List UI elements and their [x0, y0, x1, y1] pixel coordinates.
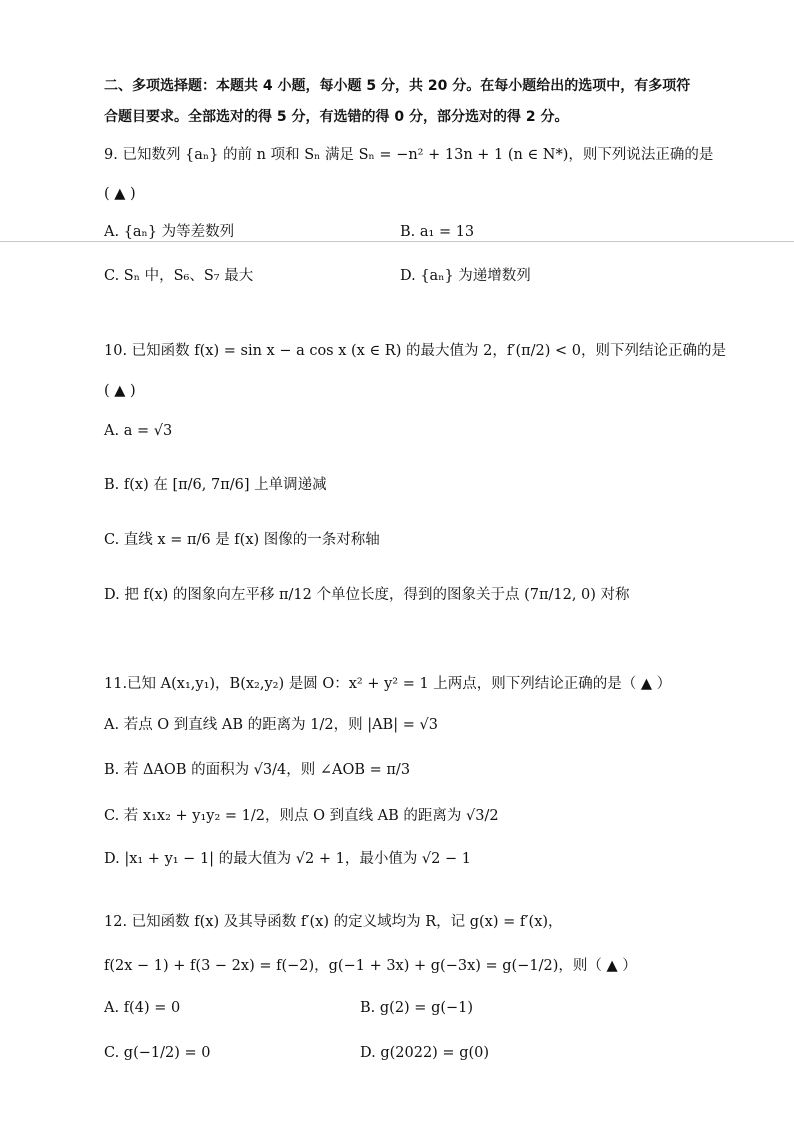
q10-option-b: B. f(x) 在 [π/6, 7π/6] 上单调递减 [104, 477, 327, 493]
q10-option-c: C. 直线 x = π/6 是 f(x) 图像的一条对称轴 [104, 532, 380, 548]
q11-option-c: C. 若 x₁x₂ + y₁y₂ = 1/2，则点 O 到直线 AB 的距离为 √3/2 [104, 808, 499, 824]
scan-divider-line [0, 241, 794, 242]
section-heading-line1: 二、多项选择题：本题共 4 小题，每小题 5 分，共 20 分。在每小题给出的选项中，有多项符 [104, 78, 691, 94]
q12-stem-line2: f(2x − 1) + f(3 − 2x) = f(−2)，g(−1 + 3x) + g(−3x) = g(−1/2)，则（ ▲ ） [104, 958, 637, 974]
q9-stem: 9. 已知数列 {aₙ} 的前 n 项和 Sₙ 满足 Sₙ = −n² + 13n + 1 (n ∈ N*)，则下列说法正确的是 [104, 147, 714, 163]
q12-option-a: A. f(4) = 0 [104, 1000, 181, 1016]
q12-stem-line1: 12. 已知函数 f(x) 及其导函数 f′(x) 的定义域均为 R，记 g(x) = f′(x)， [104, 914, 563, 930]
q9-answer-slot: ( ▲ ) [104, 186, 136, 202]
q10-option-a: A. a = √3 [104, 423, 173, 439]
q12-option-b: B. g(2) = g(−1) [360, 1000, 474, 1016]
q11-stem: 11.已知 A(x₁,y₁)，B(x₂,y₂) 是圆 O：x² + y² = 1 上两点，则下列结论正确的是（ ▲ ） [104, 676, 672, 692]
q11-option-b: B. 若 ΔAOB 的面积为 √3/4，则 ∠AOB = π/3 [104, 762, 411, 778]
q9-option-d: D. {aₙ} 为递增数列 [400, 268, 531, 284]
q9-option-b: B. a₁ = 13 [400, 224, 475, 240]
q11-option-d: D. |x₁ + y₁ − 1| 的最大值为 √2 + 1，最小值为 √2 − 1 [104, 851, 471, 867]
section-heading-line2: 合题目要求。全部选对的得 5 分，有选错的得 0 分，部分选对的得 2 分。 [104, 109, 569, 125]
q12-option-d: D. g(2022) = g(0) [360, 1045, 490, 1061]
q11-option-a: A. 若点 O 到直线 AB 的距离为 1/2，则 |AB| = √3 [104, 717, 438, 733]
q10-option-d: D. 把 f(x) 的图象向左平移 π/12 个单位长度，得到的图象关于点 (7π/12, 0) 对称 [104, 587, 630, 603]
q12-option-c: C. g(−1/2) = 0 [104, 1045, 211, 1061]
q9-option-a: A. {aₙ} 为等差数列 [104, 224, 235, 240]
q10-stem: 10. 已知函数 f(x) = sin x − a cos x (x ∈ R) 的最大值为 2，f′(π/2) < 0，则下列结论正确的是 [104, 343, 727, 359]
q10-answer-slot: ( ▲ ) [104, 383, 136, 399]
q9-option-c: C. Sₙ 中，S₆、S₇ 最大 [104, 268, 254, 284]
